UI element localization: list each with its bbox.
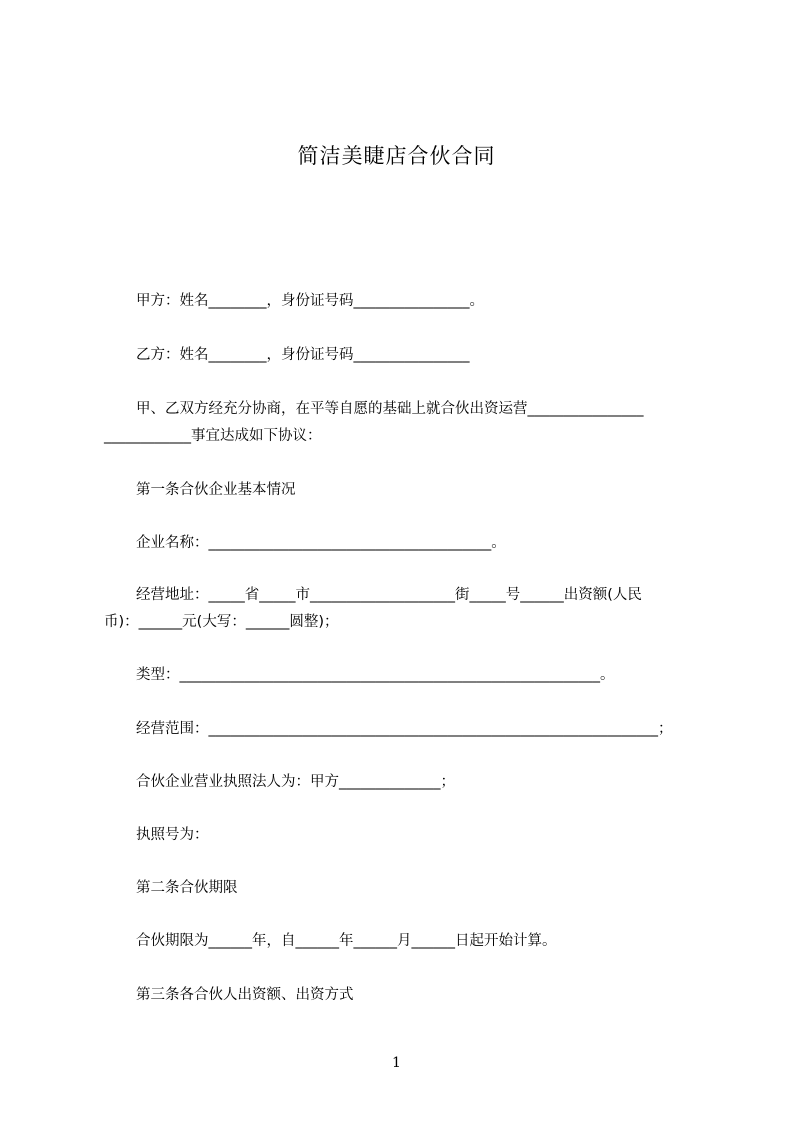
- agreement-intro-line-1: 甲、乙双方经充分协商，在平等自愿的基础上就合伙出资运营________________: [136, 401, 644, 417]
- business-address-line-2: 币)：______元(大写：______圆整)；: [104, 614, 339, 630]
- business-scope-line: 经营范围：______________________________________________________________；: [136, 721, 673, 737]
- page-number: 1: [392, 1055, 401, 1071]
- section-3-heading: 第三条各合伙人出资额、出资方式: [136, 987, 354, 1003]
- section-1-heading: 第一条合伙企业基本情况: [136, 482, 296, 498]
- legal-representative-line: 合伙企业营业执照法人为：甲方______________；: [136, 774, 455, 790]
- business-address-line-1: 经营地址：_____省_____市____________________街_____号______出资额(人民: [136, 587, 642, 603]
- type-line: 类型：__________________________________________________________。: [136, 667, 615, 683]
- party-b-line: 乙方：姓名________，身份证号码________________: [136, 347, 470, 363]
- partnership-term-line: 合伙期限为______年，自______年______月______日起开始计算。: [136, 933, 557, 949]
- section-2-heading: 第二条合伙期限: [136, 880, 238, 896]
- party-a-line: 甲方：姓名________，身份证号码________________。: [136, 293, 484, 309]
- document-title: 简洁美睫店合伙合同: [297, 144, 496, 168]
- license-number-line: 执照号为：: [136, 827, 209, 843]
- agreement-intro-line-2: ____________事宜达成如下协议：: [104, 428, 322, 444]
- company-name-line: 企业名称：_______________________________________。: [136, 535, 506, 551]
